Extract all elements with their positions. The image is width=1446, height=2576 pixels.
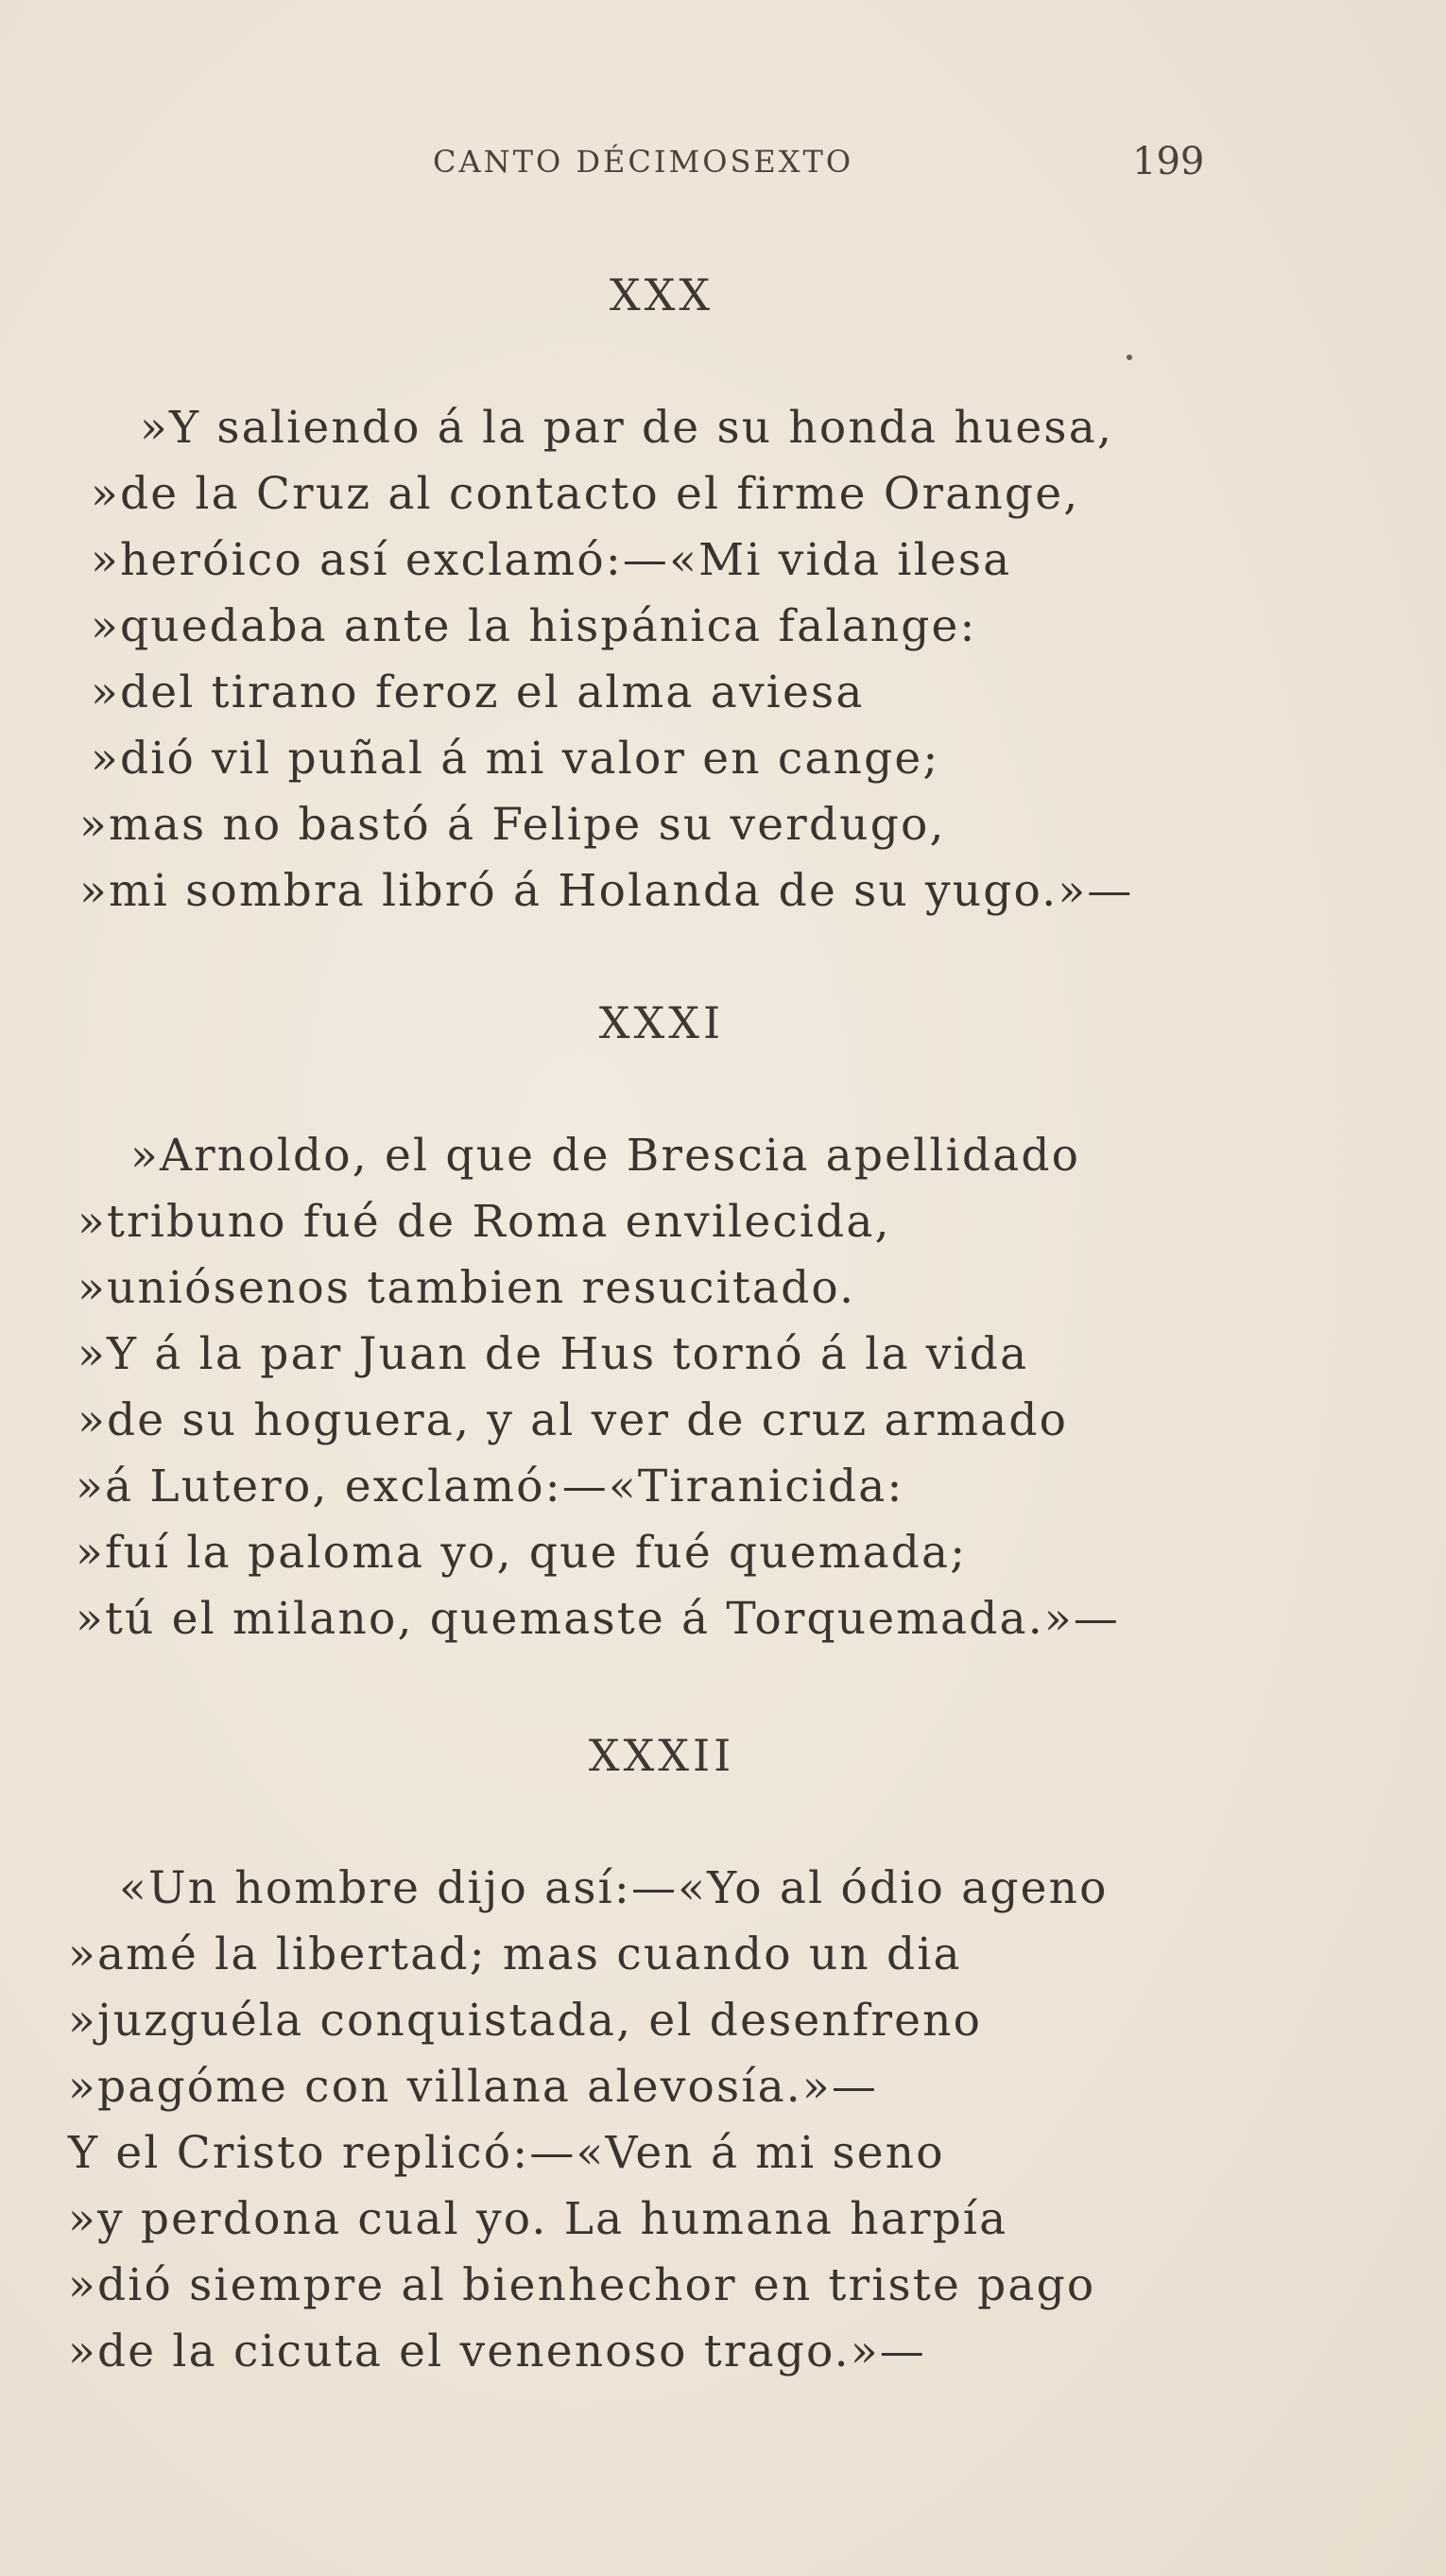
verse-line: »y perdona cual yo. La humana harpía xyxy=(68,2193,1008,2245)
verse-line: »dió siempre al bienhechor en triste pago xyxy=(68,2259,1096,2311)
paper-speck xyxy=(1127,354,1132,360)
verse-line: »de la cicuta el venenoso trago.»— xyxy=(68,2325,926,2377)
stanza-number-xxxii: XXXII xyxy=(588,1730,735,1781)
verse-line: »tribuno fué de Roma envilecida, xyxy=(77,1196,891,1248)
verse-line: »tú el milano, quemaste á Torquemada.»— xyxy=(76,1593,1121,1645)
verse-line: »Arnoldo, el que de Brescia apellidado xyxy=(130,1130,1081,1182)
verse-line: »dió vil puñal á mi valor en cange; xyxy=(91,733,940,785)
page-number: 199 xyxy=(1132,140,1205,183)
verse-line: »quedaba ante la hispánica falange: xyxy=(91,600,977,652)
stanza-number-xxx: XXX xyxy=(609,269,714,320)
verse-line: »heróico así exclamó:—«Mi vida ilesa xyxy=(91,534,1012,586)
verse-line: »mi sombra libró á Holanda de su yugo.»— xyxy=(79,865,1134,917)
verse-line: Y el Cristo replicó:—«Ven á mi seno xyxy=(68,2127,945,2179)
verse-line: »uniósenos tambien resucitado. xyxy=(77,1262,856,1314)
verse-line: »pagóme con villana alevosía.»— xyxy=(68,2061,879,2113)
verse-line: »Y saliendo á la par de su honda huesa, xyxy=(140,402,1114,454)
verse-line: »de la Cruz al contacto el firme Orange, xyxy=(91,468,1080,520)
running-head xyxy=(0,140,1446,191)
verse-line: »del tirano feroz el alma aviesa xyxy=(91,666,865,718)
verse-line: »de su hoguera, y al ver de cruz armado xyxy=(77,1394,1069,1446)
verse-line: »juzguéla conquistada, el desenfreno xyxy=(68,1995,983,2047)
verse-line: »á Lutero, exclamó:—«Tiranicida: xyxy=(76,1461,904,1513)
verse-line: »fuí la paloma yo, que fué quemada; xyxy=(76,1527,968,1579)
stanza-number-xxxi: XXXI xyxy=(598,997,725,1048)
verse-line: »amé la libertad; mas cuando un dia xyxy=(68,1928,962,1980)
verse-line: »mas no bastó á Felipe su verdugo, xyxy=(79,799,946,851)
verse-line: »Y á la par Juan de Hus tornó á la vida xyxy=(77,1328,1029,1380)
running-title: CANTO DÉCIMOSEXTO xyxy=(433,144,854,180)
verse-line: «Un hombre dijo así:—«Yo al ódio ageno xyxy=(119,1862,1109,1914)
